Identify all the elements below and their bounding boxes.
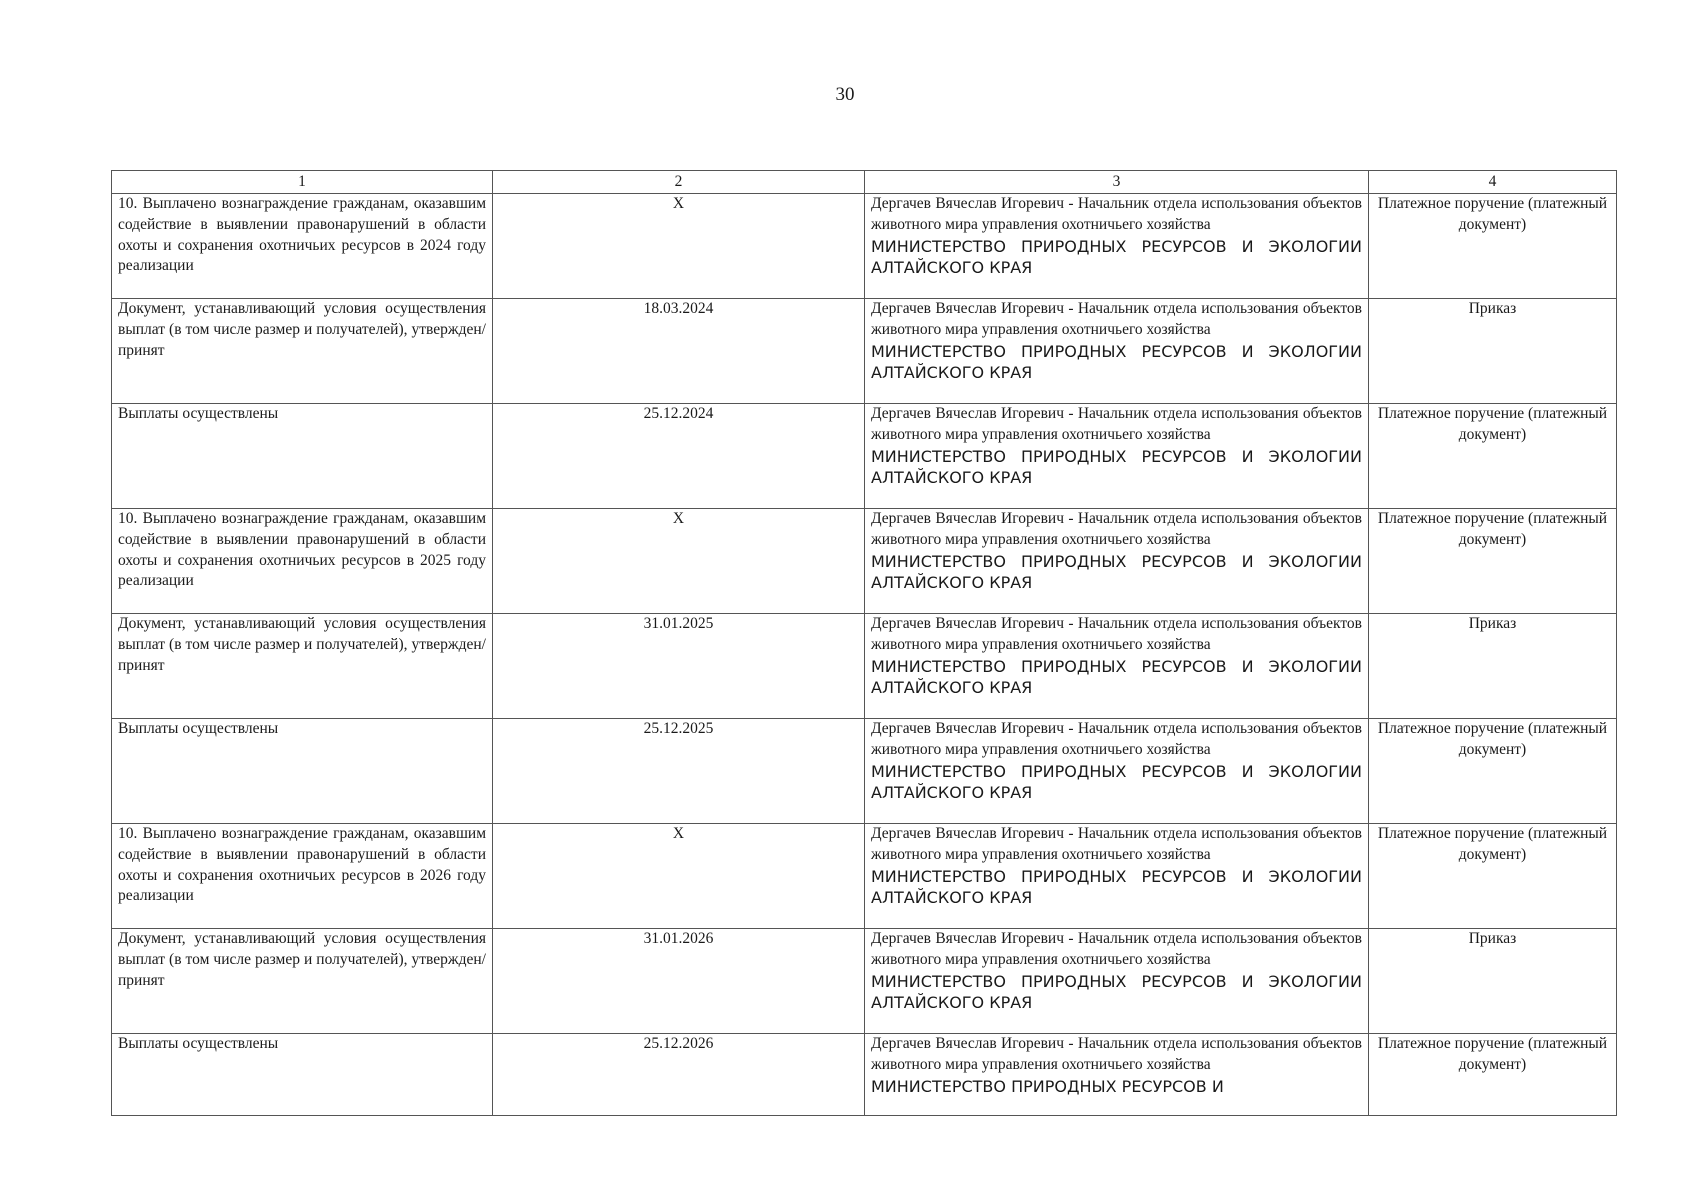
row-responsible-cell	[865, 929, 1369, 1034]
row-responsible-cell	[865, 509, 1369, 614]
row-date-cell: X	[493, 824, 865, 929]
row-document-cell: Платежное поручение (платежный документ)	[1369, 404, 1617, 509]
responsible-organization: МИНИСТЕРСТВО ПРИРОДНЫХ РЕСУРСОВ И ЭКОЛОГИИ АЛТАЙСКОГО КРАЯ	[871, 551, 1362, 592]
row-responsible-cell	[865, 719, 1369, 824]
row-responsible-cell	[865, 614, 1369, 719]
control-points-table	[111, 170, 1617, 1116]
row-responsible-cell	[865, 194, 1369, 299]
table-row	[112, 824, 1617, 929]
row-name-cell: 10. Выплачено вознаграждение гражданам, оказавшим содействие в выявлении правонарушений в области охоты и сохранения охотничьих ресурсов в 2026 году реализации	[112, 824, 493, 929]
responsible-person: Дергачев Вячеслав Игоревич - Начальник отдела использования объектов животного мира управления охотничьего хозяйства	[871, 1035, 1362, 1073]
table-row	[112, 614, 1617, 719]
column-header-3: 3	[865, 171, 1369, 194]
responsible-person: Дергачев Вячеслав Игоревич - Начальник отдела использования объектов животного мира управления охотничьего хозяйства	[871, 195, 1362, 233]
responsible-person: Дергачев Вячеслав Игоревич - Начальник отдела использования объектов животного мира управления охотничьего хозяйства	[871, 720, 1362, 758]
row-name-cell: 10. Выплачено вознаграждение гражданам, оказавшим содействие в выявлении правонарушений в области охоты и сохранения охотничьих ресурсов в 2025 году реализации	[112, 509, 493, 614]
row-date-cell: 31.01.2026	[493, 929, 865, 1034]
row-date-cell: 18.03.2024	[493, 299, 865, 404]
responsible-organization: МИНИСТЕРСТВО ПРИРОДНЫХ РЕСУРСОВ И ЭКОЛОГИИ АЛТАЙСКОГО КРАЯ	[871, 971, 1362, 1012]
row-date-cell: 31.01.2025	[493, 614, 865, 719]
row-responsible-cell	[865, 824, 1369, 929]
responsible-person: Дергачев Вячеслав Игоревич - Начальник отдела использования объектов животного мира управления охотничьего хозяйства	[871, 825, 1362, 863]
row-document-cell: Платежное поручение (платежный документ)	[1369, 509, 1617, 614]
row-document-cell: Приказ	[1369, 614, 1617, 719]
responsible-organization: МИНИСТЕРСТВО ПРИРОДНЫХ РЕСУРСОВ И ЭКОЛОГИИ АЛТАЙСКОГО КРАЯ	[871, 341, 1362, 382]
row-document-cell: Приказ	[1369, 299, 1617, 404]
responsible-person: Дергачев Вячеслав Игоревич - Начальник отдела использования объектов животного мира управления охотничьего хозяйства	[871, 405, 1362, 443]
row-date-cell: X	[493, 194, 865, 299]
responsible-person: Дергачев Вячеслав Игоревич - Начальник отдела использования объектов животного мира управления охотничьего хозяйства	[871, 510, 1362, 548]
responsible-person: Дергачев Вячеслав Игоревич - Начальник отдела использования объектов животного мира управления охотничьего хозяйства	[871, 930, 1362, 968]
row-name-cell: Выплаты осуществлены	[112, 1034, 493, 1116]
responsible-organization: МИНИСТЕРСТВО ПРИРОДНЫХ РЕСУРСОВ И ЭКОЛОГИИ АЛТАЙСКОГО КРАЯ	[871, 866, 1362, 907]
responsible-person: Дергачев Вячеслав Игоревич - Начальник отдела использования объектов животного мира управления охотничьего хозяйства	[871, 615, 1362, 653]
row-document-cell: Приказ	[1369, 929, 1617, 1034]
row-name-cell: Выплаты осуществлены	[112, 404, 493, 509]
table-header-row	[112, 171, 1617, 194]
responsible-organization: МИНИСТЕРСТВО ПРИРОДНЫХ РЕСУРСОВ И ЭКОЛОГИИ АЛТАЙСКОГО КРАЯ	[871, 761, 1362, 802]
row-name-cell: Выплаты осуществлены	[112, 719, 493, 824]
row-document-cell: Платежное поручение (платежный документ)	[1369, 194, 1617, 299]
responsible-organization: МИНИСТЕРСТВО ПРИРОДНЫХ РЕСУРСОВ И ЭКОЛОГИИ АЛТАЙСКОГО КРАЯ	[871, 236, 1362, 277]
table-row	[112, 1034, 1617, 1116]
responsible-person: Дергачев Вячеслав Игоревич - Начальник отдела использования объектов животного мира управления охотничьего хозяйства	[871, 300, 1362, 338]
row-document-cell: Платежное поручение (платежный документ)	[1369, 824, 1617, 929]
row-name-cell: Документ, устанавливающий условия осуществления выплат (в том числе размер и получателей), утвержден/принят	[112, 614, 493, 719]
table-row	[112, 929, 1617, 1034]
row-name-cell: Документ, устанавливающий условия осуществления выплат (в том числе размер и получателей), утвержден/принят	[112, 929, 493, 1034]
row-name-cell: 10. Выплачено вознаграждение гражданам, оказавшим содействие в выявлении правонарушений в области охоты и сохранения охотничьих ресурсов в 2024 году реализации	[112, 194, 493, 299]
row-name-cell: Документ, устанавливающий условия осуществления выплат (в том числе размер и получателей), утвержден/принят	[112, 299, 493, 404]
table-row	[112, 404, 1617, 509]
column-header-2: 2	[493, 171, 865, 194]
table-row	[112, 299, 1617, 404]
row-responsible-cell	[865, 1034, 1369, 1116]
responsible-organization: МИНИСТЕРСТВО ПРИРОДНЫХ РЕСУРСОВ И	[871, 1076, 1224, 1096]
responsible-organization: МИНИСТЕРСТВО ПРИРОДНЫХ РЕСУРСОВ И ЭКОЛОГИИ АЛТАЙСКОГО КРАЯ	[871, 446, 1362, 487]
row-responsible-cell	[865, 404, 1369, 509]
table-row	[112, 509, 1617, 614]
responsible-organization: МИНИСТЕРСТВО ПРИРОДНЫХ РЕСУРСОВ И ЭКОЛОГИИ АЛТАЙСКОГО КРАЯ	[871, 656, 1362, 697]
column-header-1: 1	[112, 171, 493, 194]
column-header-4: 4	[1369, 171, 1617, 194]
table-row	[112, 719, 1617, 824]
row-date-cell: 25.12.2026	[493, 1034, 865, 1116]
row-date-cell: X	[493, 509, 865, 614]
row-responsible-cell	[865, 299, 1369, 404]
table-row	[112, 194, 1617, 299]
row-document-cell: Платежное поручение (платежный документ)	[1369, 1034, 1617, 1116]
page-number: 30	[835, 84, 855, 105]
row-date-cell: 25.12.2024	[493, 404, 865, 509]
row-date-cell: 25.12.2025	[493, 719, 865, 824]
row-document-cell: Платежное поручение (платежный документ)	[1369, 719, 1617, 824]
